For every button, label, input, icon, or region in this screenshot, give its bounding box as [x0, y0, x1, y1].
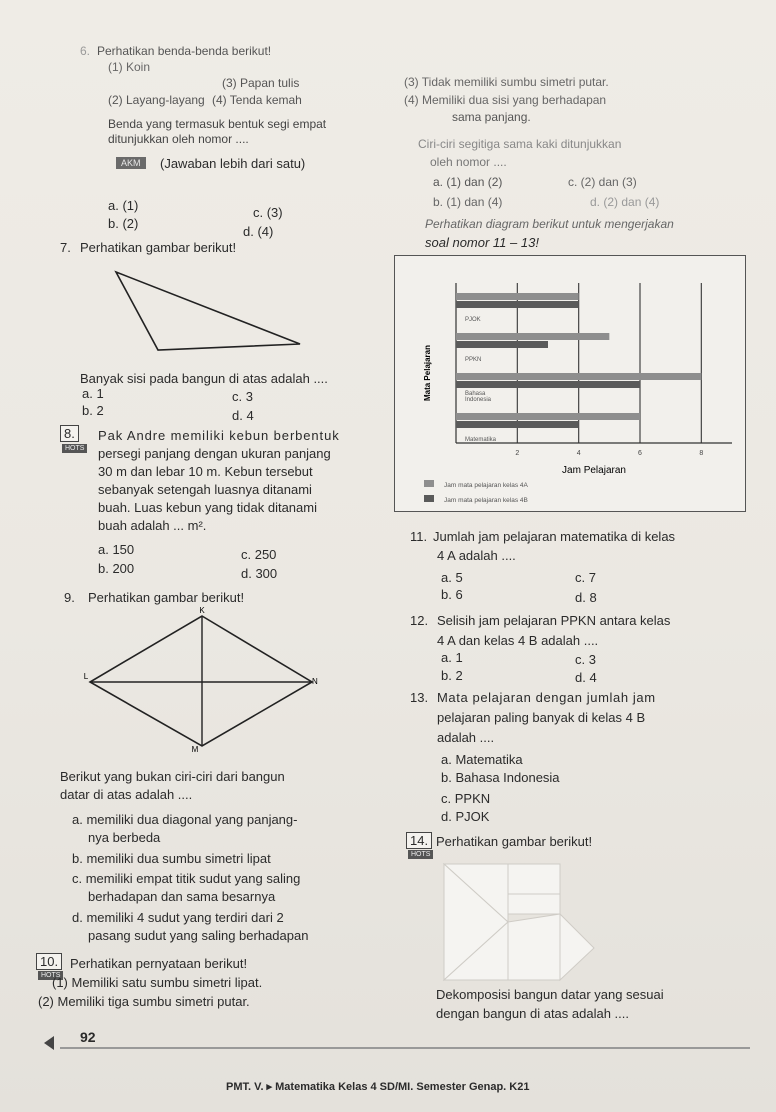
q12-choice-c: c. 3: [575, 652, 596, 667]
q6-number: 6.: [80, 44, 91, 58]
piece-rectangle-middle: [508, 894, 560, 914]
q14-title: Perhatikan gambar berikut!: [436, 834, 593, 849]
q10-hots-badge: HOTS: [38, 971, 63, 980]
q10-choice-b: b. (1) dan (4): [433, 195, 503, 209]
chart-x-tick-2: 2: [515, 450, 520, 457]
q6-instruction: (Jawaban lebih dari satu): [160, 156, 306, 171]
page-arrow-icon: [44, 1036, 54, 1050]
q11-line2: 4 A adalah ....: [437, 548, 516, 563]
q8-line1: Pak Andre memiliki kebun berbentuk: [98, 428, 340, 443]
q9-rhombus-figure: [80, 604, 340, 754]
q6-option-1: (1) Koin: [108, 60, 151, 74]
q6-choice-a: a. (1): [108, 198, 139, 213]
q7-choice-b: b. 2: [82, 403, 104, 418]
q10-choice-d: d. (2) dan (4): [590, 195, 660, 209]
q10-statement-3: (3) Tidak memiliki sumbu simetri putar.: [404, 75, 609, 89]
vertex-label-l: L: [83, 672, 89, 681]
q10-stem-line1: Ciri-ciri segitiga sama kaki ditunjukkan: [418, 137, 622, 151]
vertex-label-k: K: [199, 606, 205, 615]
rhombus-shape: [90, 616, 312, 746]
q10-choice-c: c. (2) dan (3): [568, 175, 637, 189]
chart-category-label-bahasa-indonesia: Bahasa: [465, 391, 486, 397]
chart-category-label-ppkn: PPKN: [465, 357, 482, 363]
q13-line1: Mata pelajaran dengan jumlah jam: [437, 690, 656, 705]
chart-y-axis-label: Mata Pelajaran: [423, 344, 432, 402]
legend-label-4b: Jam mata pelajaran kelas 4B: [444, 497, 528, 504]
footer-rule: [60, 1047, 750, 1049]
chart-category-label-bahasa-indonesia: Indonesia: [465, 397, 492, 403]
chart-bar-matematika-4a: [456, 413, 640, 420]
q12-line2: 4 A dan kelas 4 B adalah ....: [437, 633, 599, 648]
q10-number: 10.: [36, 953, 62, 970]
q13-line3: adalah ....: [437, 730, 495, 745]
q12-line1: Selisih jam pelajaran PPKN antara kelas: [437, 613, 671, 628]
q11-line1: Jumlah jam pelajaran matematika di kelas: [433, 529, 676, 544]
q6-choice-b: b. (2): [108, 216, 139, 231]
q14-line2: dengan bangun di atas adalah ....: [436, 1006, 629, 1021]
q10-title: Perhatikan pernyataan berikut!: [70, 956, 248, 971]
chart-bar-matematika-4b: [456, 421, 579, 428]
akm-badge: AKM: [116, 157, 146, 169]
q8-line5: buah. Luas kebun yang tidak ditanami: [98, 500, 317, 515]
subject-hours-bar-chart: [394, 255, 744, 510]
q10-statement-1: (1) Memiliki satu sumbu simetri lipat.: [52, 975, 263, 990]
q9-choice-d-line1: d. memiliki 4 sudut yang terdiri dari 2: [72, 910, 284, 925]
q8-line6: buah adalah ... m².: [98, 518, 207, 533]
q7-number: 7.: [60, 240, 71, 255]
piece-square-top: [508, 864, 560, 894]
legend-label-4a: Jam mata pelajaran kelas 4A: [444, 482, 528, 489]
q13-choice-c: c. PPKN: [441, 791, 491, 806]
chart-x-axis-label: Jam Pelajaran: [562, 465, 626, 476]
chart-bar-ppkn-4b: [456, 341, 548, 348]
q9-stem-line1: Berikut yang bukan ciri-ciri dari bangun: [60, 769, 285, 784]
q13-choice-d: d. PJOK: [441, 809, 490, 824]
q7-choice-a: a. 1: [82, 386, 104, 401]
q6-choice-c: c. (3): [253, 205, 283, 220]
q8-line4: sebanyak setengah luasnya ditanami: [98, 482, 312, 497]
chart-x-tick-8: 8: [699, 450, 704, 457]
q7-choice-c: c. 3: [232, 389, 253, 404]
q7-title: Perhatikan gambar berikut!: [80, 240, 237, 255]
q10-statement-4-line2: sama panjang.: [452, 110, 531, 124]
q13-choice-a: a. Matematika: [441, 752, 523, 767]
q10-statement-4-line1: (4) Memiliki dua sisi yang berhadapan: [404, 93, 607, 107]
chart-bar-pjok-4a: [456, 293, 579, 300]
q14-hots-badge: HOTS: [408, 850, 433, 859]
chart-bar-bahasa-indonesia-4a: [456, 373, 701, 380]
diagram-intro-line1: Perhatikan diagram berikut untuk mengerjakan: [425, 217, 674, 231]
chart-x-tick-6: 6: [638, 450, 642, 457]
q12-number: 12.: [410, 613, 429, 628]
q14-number: 14.: [406, 832, 432, 849]
chart-category-label-pjok: PJOK: [465, 317, 481, 323]
q12-choice-b: b. 2: [441, 668, 463, 683]
q8-choice-c: c. 250: [241, 547, 277, 562]
piece-triangle-right: [560, 914, 594, 980]
q6-choice-d: d. (4): [243, 224, 274, 239]
q6-option-3: (3) Papan tulis: [222, 76, 300, 90]
q11-choice-a: a. 5: [441, 570, 463, 585]
q9-choice-d-line2: pasang sudut yang saling berhadapan: [88, 928, 309, 943]
chart-bar-pjok-4b: [456, 301, 579, 308]
q13-line2: pelajaran paling banyak di kelas 4 B: [437, 710, 646, 725]
q14-composite-figure: [440, 860, 600, 990]
chart-bar-ppkn-4a: [456, 333, 609, 340]
q9-choice-c-line1: c. memiliki empat titik sudut yang saling: [72, 871, 301, 886]
q6-option-2: (2) Layang-layang: [108, 93, 205, 107]
q9-title: Perhatikan gambar berikut!: [88, 590, 245, 605]
q11-choice-b: b. 6: [441, 587, 463, 602]
q9-choice-b: b. memiliki dua sumbu simetri lipat: [72, 851, 271, 866]
q8-number: 8.: [60, 425, 79, 442]
q12-choice-d: d. 4: [575, 670, 597, 685]
q9-choice-a-line1: a. memiliki dua diagonal yang panjang-: [72, 812, 298, 827]
piece-quad-bottom: [508, 914, 560, 980]
q11-choice-c: c. 7: [575, 570, 596, 585]
q10-choice-a: a. (1) dan (2): [433, 175, 503, 189]
q10-stem-line2: oleh nomor ....: [430, 155, 507, 169]
q11-number: 11.: [410, 529, 428, 544]
q14-line1: Dekomposisi bangun datar yang sesuai: [436, 987, 664, 1002]
legend-swatch-4a: [424, 480, 434, 487]
diagram-intro-line2: soal nomor 11 – 13!: [425, 235, 539, 250]
q6-option-4: (4) Tenda kemah: [212, 93, 302, 107]
vertex-label-m: M: [191, 745, 199, 754]
q9-stem-line2: datar di atas adalah ....: [60, 787, 193, 802]
legend-swatch-4b: [424, 495, 434, 502]
chart-category-label-matematika: Matematika: [465, 437, 497, 443]
q9-choice-c-line2: berhadapan dan sama besarnya: [88, 889, 276, 904]
footer-text: PMT. V. ▸ Matematika Kelas 4 SD/MI. Semester Genap. K21: [226, 1081, 530, 1093]
vertex-label-n: N: [312, 677, 318, 686]
triangle-shape: [116, 272, 300, 350]
q8-hots-badge: HOTS: [62, 444, 87, 453]
q10-statement-2: (2) Memiliki tiga sumbu simetri putar.: [38, 994, 250, 1009]
q8-choice-b: b. 200: [98, 561, 135, 576]
q13-choice-b: b. Bahasa Indonesia: [441, 770, 560, 785]
chart-bar-bahasa-indonesia-4b: [456, 381, 640, 388]
page-number: 92: [80, 1029, 96, 1045]
q7-triangle-figure: [100, 266, 305, 356]
q8-line2: persegi panjang dengan ukuran panjang: [98, 446, 331, 461]
q13-number: 13.: [410, 690, 429, 705]
q6-stem-line2: ditunjukkan oleh nomor ....: [108, 132, 249, 146]
q8-choice-d: d. 300: [241, 566, 278, 581]
q8-line3: 30 m dan lebar 10 m. Kebun tersebut: [98, 464, 313, 479]
q9-choice-a-line2: nya berbeda: [88, 830, 161, 845]
q8-choice-a: a. 150: [98, 542, 135, 557]
q6-intro: Perhatikan benda-benda berikut!: [97, 44, 272, 58]
q7-choice-d: d. 4: [232, 408, 254, 423]
q6-stem-line1: Benda yang termasuk bentuk segi empat: [108, 117, 327, 131]
chart-x-tick-4: 4: [576, 450, 581, 457]
q11-choice-d: d. 8: [575, 590, 597, 605]
q7-question: Banyak sisi pada bangun di atas adalah ....: [80, 371, 328, 386]
q9-number: 9.: [64, 590, 75, 605]
q12-choice-a: a. 1: [441, 650, 463, 665]
